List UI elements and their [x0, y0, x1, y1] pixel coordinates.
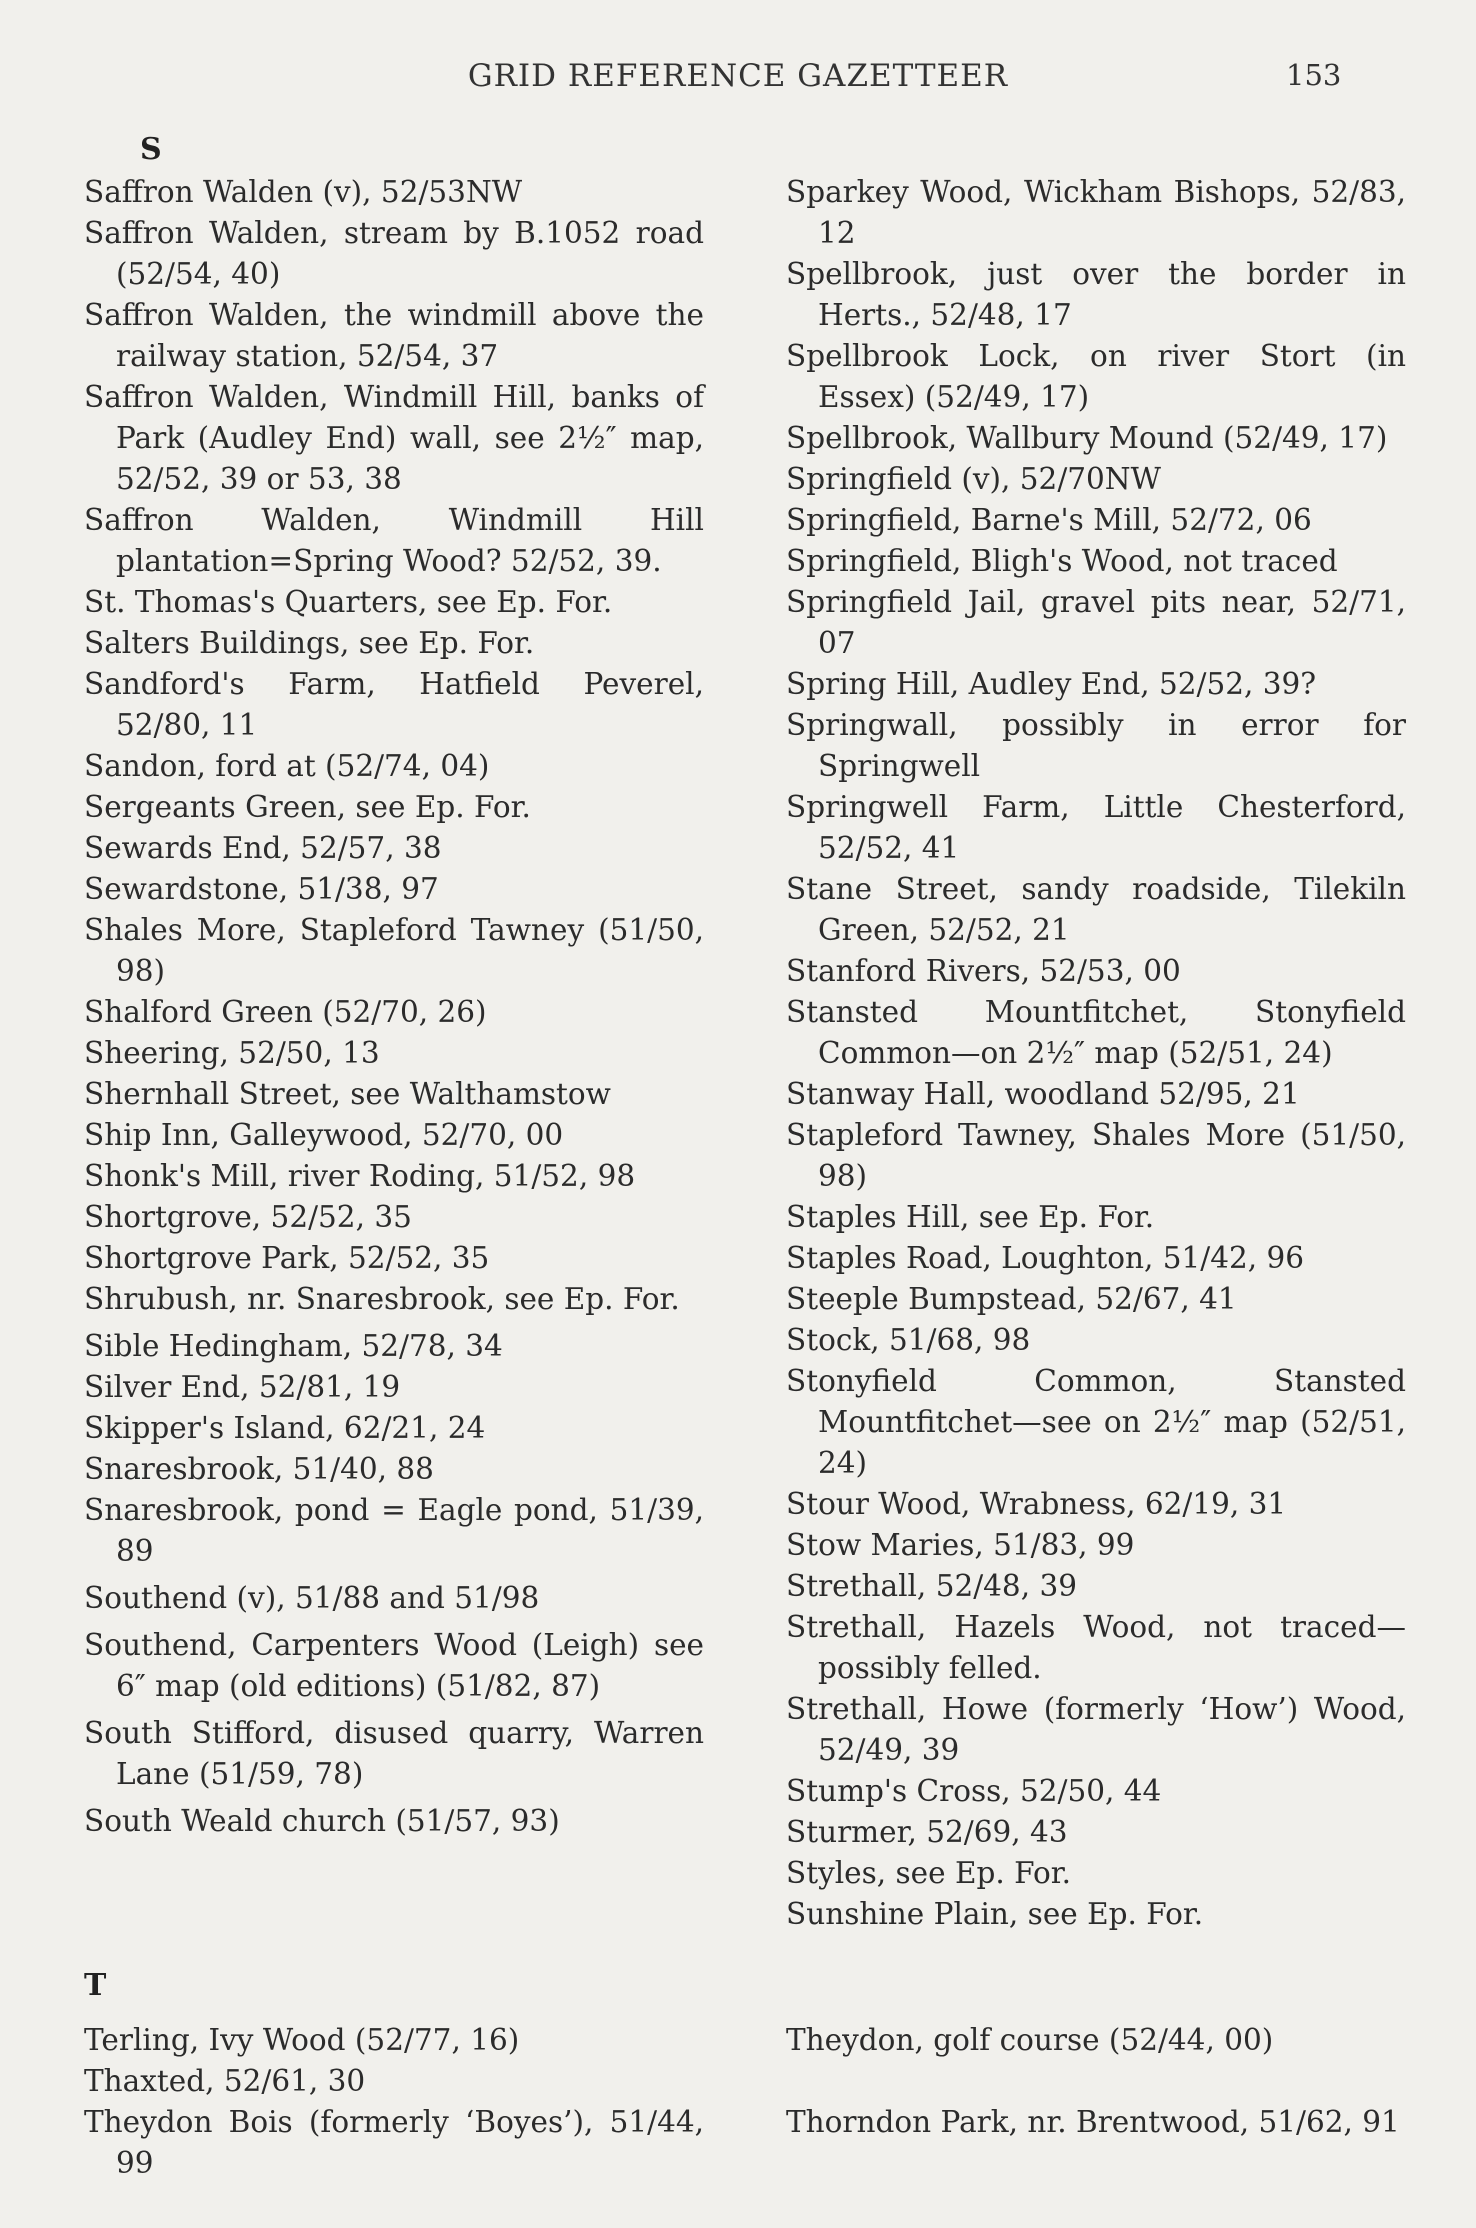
entry: Staples Hill, see Ep. For.	[786, 1200, 1155, 1234]
entry: Sandon, ford at (52/74, 04)	[84, 749, 490, 783]
entry: Saffron Walden, stream by B.1052 road (52/54, 40)	[84, 216, 704, 291]
entry: Spellbrook, Wallbury Mound (52/49, 17)	[786, 421, 1388, 455]
entry: Thorndon Park, nr. Brentwood, 51/62, 91	[786, 2105, 1400, 2139]
entry: Southend (v), 51/88 and 51/98	[84, 1581, 540, 1615]
section-s-right-column	[786, 172, 1406, 1935]
entry: Sturmer, 52/69, 43	[786, 1815, 1068, 1849]
section-letter-t: T	[84, 1968, 107, 2003]
page-header	[0, 52, 1476, 102]
entry: Shrubush, nr. Snaresbrook, see Ep. For.	[84, 1282, 680, 1316]
entry: Stock, 51/68, 98	[786, 1323, 1031, 1357]
entry: Sergeants Green, see Ep. For.	[84, 790, 531, 824]
entry: Spellbrook, just over the border in Herts., 52/48, 17	[786, 257, 1406, 332]
entry: Spring Hill, Audley End, 52/52, 39?	[786, 667, 1317, 701]
entry: Snaresbrook, pond = Eagle pond, 51/39, 89	[84, 1493, 704, 1568]
entry: South Weald church (51/57, 93)	[84, 1804, 560, 1838]
entry: Sheering, 52/50, 13	[84, 1036, 380, 1070]
entry: Terling, Ivy Wood (52/77, 16)	[84, 2023, 520, 2057]
entry: Snaresbrook, 51/40, 88	[84, 1452, 434, 1486]
entry: Stow Maries, 51/83, 99	[786, 1528, 1135, 1562]
entry: Sunshine Plain, see Ep. For.	[786, 1897, 1204, 1931]
entry: Sewardstone, 51/38, 97	[84, 872, 439, 906]
entry: Springfield (v), 52/70NW	[786, 462, 1161, 496]
entry: Springwell Farm, Little Chesterford, 52/52, 41	[786, 790, 1406, 865]
entry: Theydon, golf course (52/44, 00)	[786, 2023, 1274, 2057]
entry: Springfield, Bligh's Wood, not traced	[786, 544, 1338, 578]
entry: Strethall, 52/48, 39	[786, 1569, 1077, 1603]
entry: Southend, Carpenters Wood (Leigh) see 6″ map (old editions) (51/82, 87)	[84, 1628, 704, 1703]
section-s-left-column	[84, 172, 704, 1842]
entry: Sewards End, 52/57, 38	[84, 831, 442, 865]
entry: Shonk's Mill, river Roding, 51/52, 98	[84, 1159, 636, 1193]
entry: Springfield Jail, gravel pits near, 52/71, 07	[786, 585, 1406, 660]
running-title: GRID REFERENCE GAZETTEER	[467, 58, 1009, 94]
entry: Sible Hedingham, 52/78, 34	[84, 1329, 503, 1363]
entry: Ship Inn, Galleywood, 52/70, 00	[84, 1118, 564, 1152]
entry: Stanford Rivers, 52/53, 00	[786, 954, 1181, 988]
entry: Saffron Walden, Windmill Hill plantation=Spring Wood? 52/52, 39.	[84, 503, 704, 578]
entry: Theydon Bois (formerly ‘Boyes’), 51/44, 99	[84, 2105, 704, 2180]
entry: Stump's Cross, 52/50, 44	[786, 1774, 1162, 1808]
entry: Styles, see Ep. For.	[786, 1856, 1071, 1890]
entry: Saffron Walden, the windmill above the railway station, 52/54, 37	[84, 298, 704, 373]
entry: South Stifford, disused quarry, Warren Lane (51/59, 78)	[84, 1716, 704, 1791]
entry: Spellbrook Lock, on river Stort (in Essex) (52/49, 17)	[786, 339, 1406, 414]
entry: Sandford's Farm, Hatfield Peverel, 52/80, 11	[84, 667, 704, 742]
entry: Springwall, possibly in error for Springwell	[786, 708, 1406, 783]
entry: Stonyfield Common, Stansted Mountfitchet—see on 2½″ map (52/51, 24)	[786, 1364, 1406, 1480]
entry: Stapleford Tawney, Shales More (51/50, 98)	[786, 1118, 1406, 1193]
entry: Springfield, Barne's Mill, 52/72, 06	[786, 503, 1312, 537]
entry: Strethall, Hazels Wood, not traced—possibly felled.	[786, 1610, 1406, 1685]
entry: Silver End, 52/81, 19	[84, 1370, 401, 1404]
entry: Strethall, Howe (formerly ‘How’) Wood, 52/49, 39	[786, 1692, 1406, 1767]
entry: Stane Street, sandy roadside, Tilekiln Green, 52/52, 21	[786, 872, 1406, 947]
entry: Salters Buildings, see Ep. For.	[84, 626, 535, 660]
entry: Stansted Mountfitchet, Stonyfield Common—on 2½″ map (52/51, 24)	[786, 995, 1406, 1070]
section-t-left-column	[84, 2020, 704, 2184]
section-letter-s: S	[140, 132, 162, 167]
entry: Shalford Green (52/70, 26)	[84, 995, 487, 1029]
entry: Shortgrove, 52/52, 35	[84, 1200, 412, 1234]
section-t-right-column	[786, 2020, 1406, 2143]
entry: Shortgrove Park, 52/52, 35	[84, 1241, 490, 1275]
page-number: 153	[1286, 58, 1342, 92]
entry: Sparkey Wood, Wickham Bishops, 52/83, 12	[786, 175, 1406, 250]
entry: Staples Road, Loughton, 51/42, 96	[786, 1241, 1305, 1275]
entry: Saffron Walden (v), 52/53NW	[84, 175, 523, 209]
entry: St. Thomas's Quarters, see Ep. For.	[84, 585, 613, 619]
entry: Stour Wood, Wrabness, 62/19, 31	[786, 1487, 1287, 1521]
entry: Shales More, Stapleford Tawney (51/50, 98)	[84, 913, 704, 988]
entry: Stanway Hall, woodland 52/95, 21	[786, 1077, 1300, 1111]
entry: Skipper's Island, 62/21, 24	[84, 1411, 486, 1445]
entry: Shernhall Street, see Walthamstow	[84, 1077, 611, 1111]
entry: Steeple Bumpstead, 52/67, 41	[786, 1282, 1237, 1316]
entry: Thaxted, 52/61, 30	[84, 2064, 366, 2098]
entry: Saffron Walden, Windmill Hill, banks of Park (Audley End) wall, see 2½″ map, 52/52, 39 or 53, 38	[84, 380, 704, 496]
